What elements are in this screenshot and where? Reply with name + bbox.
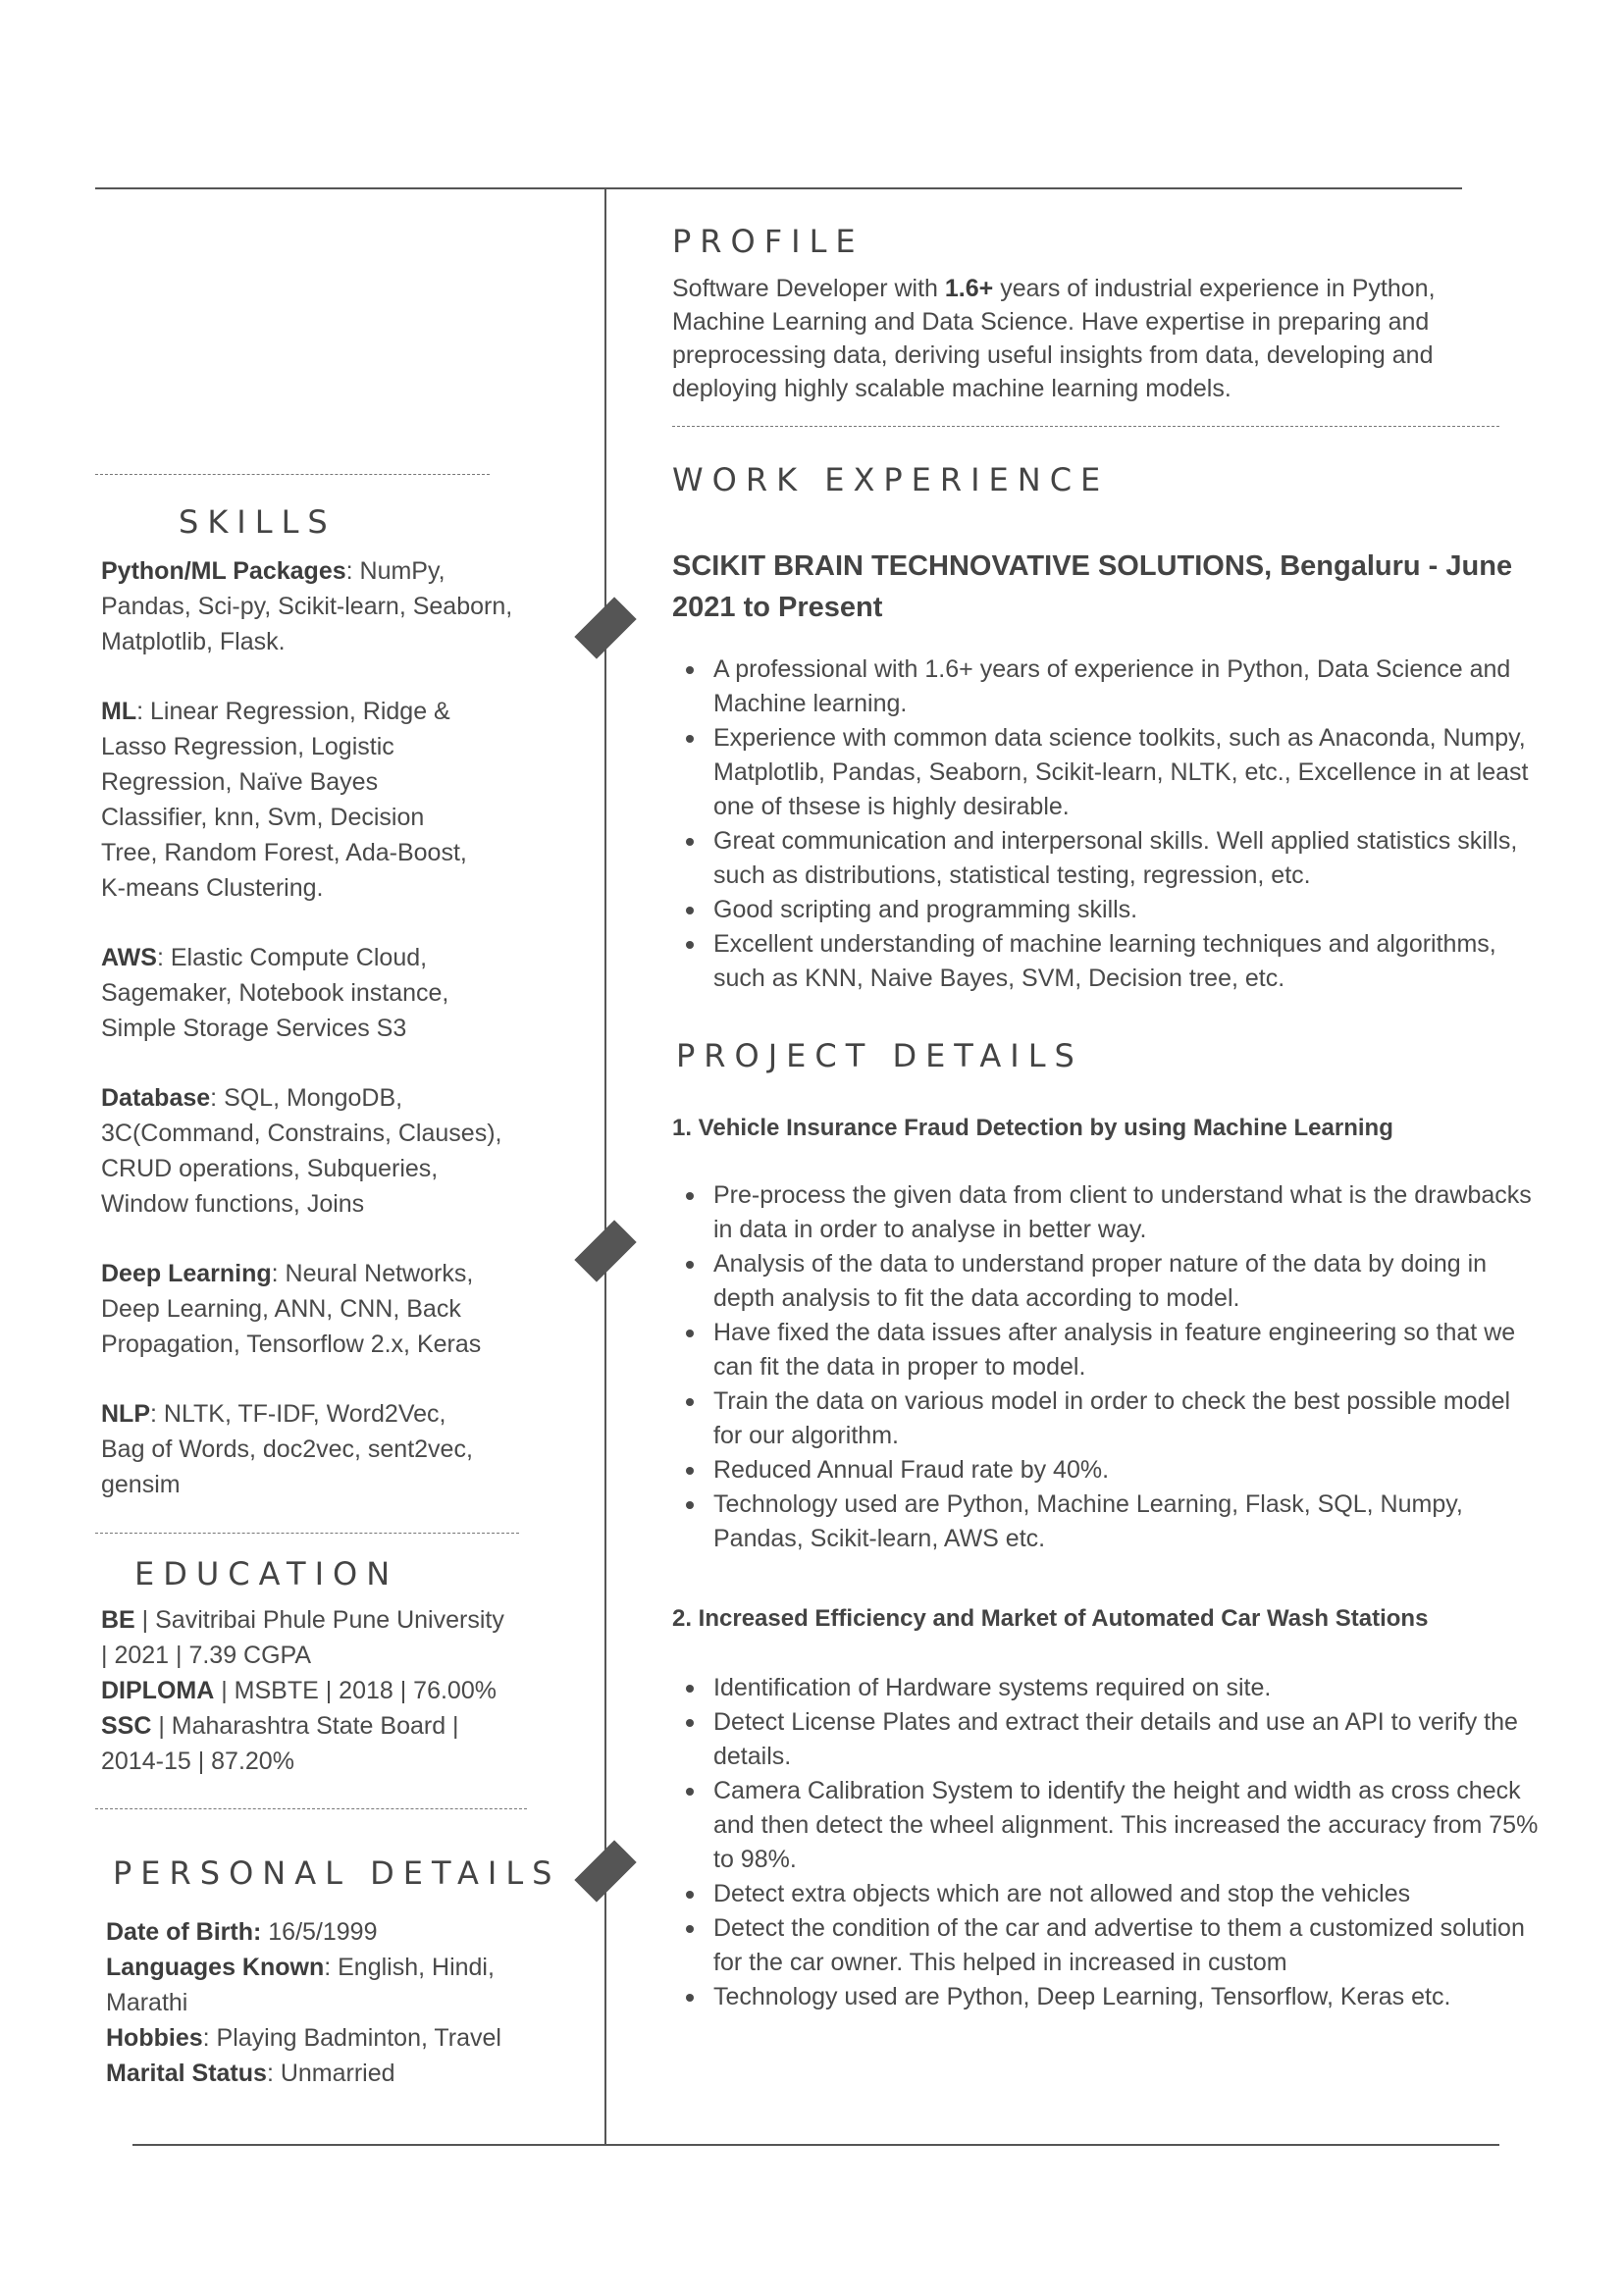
list-item: Experience with common data science toolkits, such as Anaconda, Numpy, Matplotlib, Pandas, Seaborn, Scikit-learn, NLTK, etc., Excellence in at least one of thsese is highly desirable. — [672, 721, 1545, 824]
skills-heading: SKILLS — [179, 503, 337, 541]
top-rule — [95, 187, 1462, 189]
list-item: Great communication and interpersonal skills. Well applied statistics skills, such as distributions, statistical testing, regression, etc. — [672, 824, 1545, 893]
separator-skills-top — [95, 474, 490, 475]
company-title: SCIKIT BRAIN TECHNOVATIVE SOLUTIONS, Bengaluru - June 2021 to Present — [672, 550, 1513, 623]
separator-personal-top — [95, 1808, 527, 1809]
education-entry: DIPLOMA | MSBTE | 2018 | 76.00% — [101, 1677, 497, 1704]
personal-entry: Hobbies: Playing Badminton, Travel — [106, 2024, 501, 2052]
project-title-1: 1. Vehicle Insurance Fraud Detection by using Machine Learning — [672, 1115, 1393, 1141]
list-item: Train the data on various model in order to check the best possible model for our algorithm. — [672, 1384, 1545, 1453]
skill-group: AWS: Elastic Compute Cloud, Sagemaker, Notebook instance, Simple Storage Services S3 — [101, 944, 449, 1042]
list-item: Analysis of the data to understand proper nature of the data by doing in depth analysis to fit the data according to model. — [672, 1247, 1545, 1316]
personal-entry: Date of Birth: 16/5/1999 — [106, 1918, 378, 1946]
profile-summary: Software Developer with 1.6+ years of industrial experience in Python, Machine Learning and Data Science. Have expertise in preparing and preprocessing data, deriving useful insights from data, developing and deploying highly scalable machine learning models. — [672, 275, 1436, 402]
list-item: Technology used are Python, Deep Learning, Tensorflow, Keras etc. — [672, 1980, 1550, 2014]
list-item: Detect extra objects which are not allowed and stop the vehicles — [672, 1877, 1550, 1911]
personal-details-list — [106, 1914, 518, 2091]
project-details-heading: PROJECT DETAILS — [676, 1037, 1083, 1074]
education-entry: SSC | Maharashtra State Board | 2014-15 | 87.20% — [101, 1712, 459, 1775]
list-item: Camera Calibration System to identify the height and width as cross check and then detect the wheel alignment. This increased the accuracy from 75% to 98%. — [672, 1774, 1550, 1877]
work-experience-heading: WORK EXPERIENCE — [672, 461, 1110, 498]
project-title-2: 2. Increased Efficiency and Market of Automated Car Wash Stations — [672, 1605, 1429, 1632]
skill-group: NLP: NLTK, TF-IDF, Word2Vec, Bag of Words, doc2vec, sent2vec, gensim — [101, 1400, 473, 1498]
bottom-rule — [132, 2144, 1499, 2146]
personal-entry: Marital Status: Unmarried — [106, 2060, 395, 2087]
divider-diamond-1 — [574, 597, 636, 658]
list-item: Reduced Annual Fraud rate by 40%. — [672, 1453, 1545, 1487]
skill-group: Deep Learning: Neural Networks, Deep Learning, ANN, CNN, Back Propagation, Tensorflow 2.x, Keras — [101, 1260, 482, 1358]
education-heading: EDUCATION — [134, 1555, 399, 1592]
skill-group: ML: Linear Regression, Ridge & Lasso Regression, Logistic Regression, Naïve Bayes Classifier, knn, Svm, Decision Tree, Random Forest, Ada-Boost, K-means Clustering. — [101, 698, 467, 902]
personal-entry: Languages Known: English, Hindi, Marathi — [106, 1954, 495, 2016]
list-item: Technology used are Python, Machine Learning, Flask, SQL, Numpy, Pandas, Scikit-learn, AWS etc. — [672, 1487, 1545, 1556]
separator-work-top — [672, 426, 1499, 427]
list-item: Pre-process the given data from client to understand what is the drawbacks in data in order to analyse in better way. — [672, 1178, 1545, 1247]
skills-list — [101, 553, 523, 1502]
list-item: Identification of Hardware systems required on site. — [672, 1671, 1550, 1705]
divider-diamond-3 — [574, 1840, 636, 1902]
list-item: Excellent understanding of machine learning techniques and algorithms, such as KNN, Naive Bayes, SVM, Decision tree, etc. — [672, 927, 1545, 996]
project-1-bullets — [672, 1178, 1545, 1556]
list-item: Detect License Plates and extract their details and use an API to verify the details. — [672, 1705, 1550, 1774]
divider-diamond-2 — [574, 1220, 636, 1281]
education-list — [101, 1602, 513, 1779]
work-bullets — [672, 652, 1545, 996]
project-2-bullets — [672, 1671, 1550, 2014]
separator-education-top — [95, 1533, 519, 1534]
profile-years: 1.6+ — [944, 275, 994, 302]
list-item: A professional with 1.6+ years of experience in Python, Data Science and Machine learning. — [672, 652, 1545, 721]
list-item: Good scripting and programming skills. — [672, 893, 1545, 927]
skill-group: Database: SQL, MongoDB, 3C(Command, Constrains, Clauses), CRUD operations, Subqueries, Window functions, Joins — [101, 1084, 502, 1218]
skill-group: Python/ML Packages: NumPy, Pandas, Sci-py, Scikit-learn, Seaborn, Matplotlib, Flask. — [101, 557, 513, 655]
list-item: Detect the condition of the car and advertise to them a customized solution for the car owner. This helped in increased in custom — [672, 1911, 1550, 1980]
education-entry: BE | Savitribai Phule Pune University | 2021 | 7.39 CGPA — [101, 1606, 504, 1669]
personal-details-heading: PERSONAL DETAILS — [113, 1854, 561, 1892]
list-item: Have fixed the data issues after analysis in feature engineering so that we can fit the data in proper to model. — [672, 1316, 1545, 1384]
profile-heading: PROFILE — [672, 223, 864, 260]
